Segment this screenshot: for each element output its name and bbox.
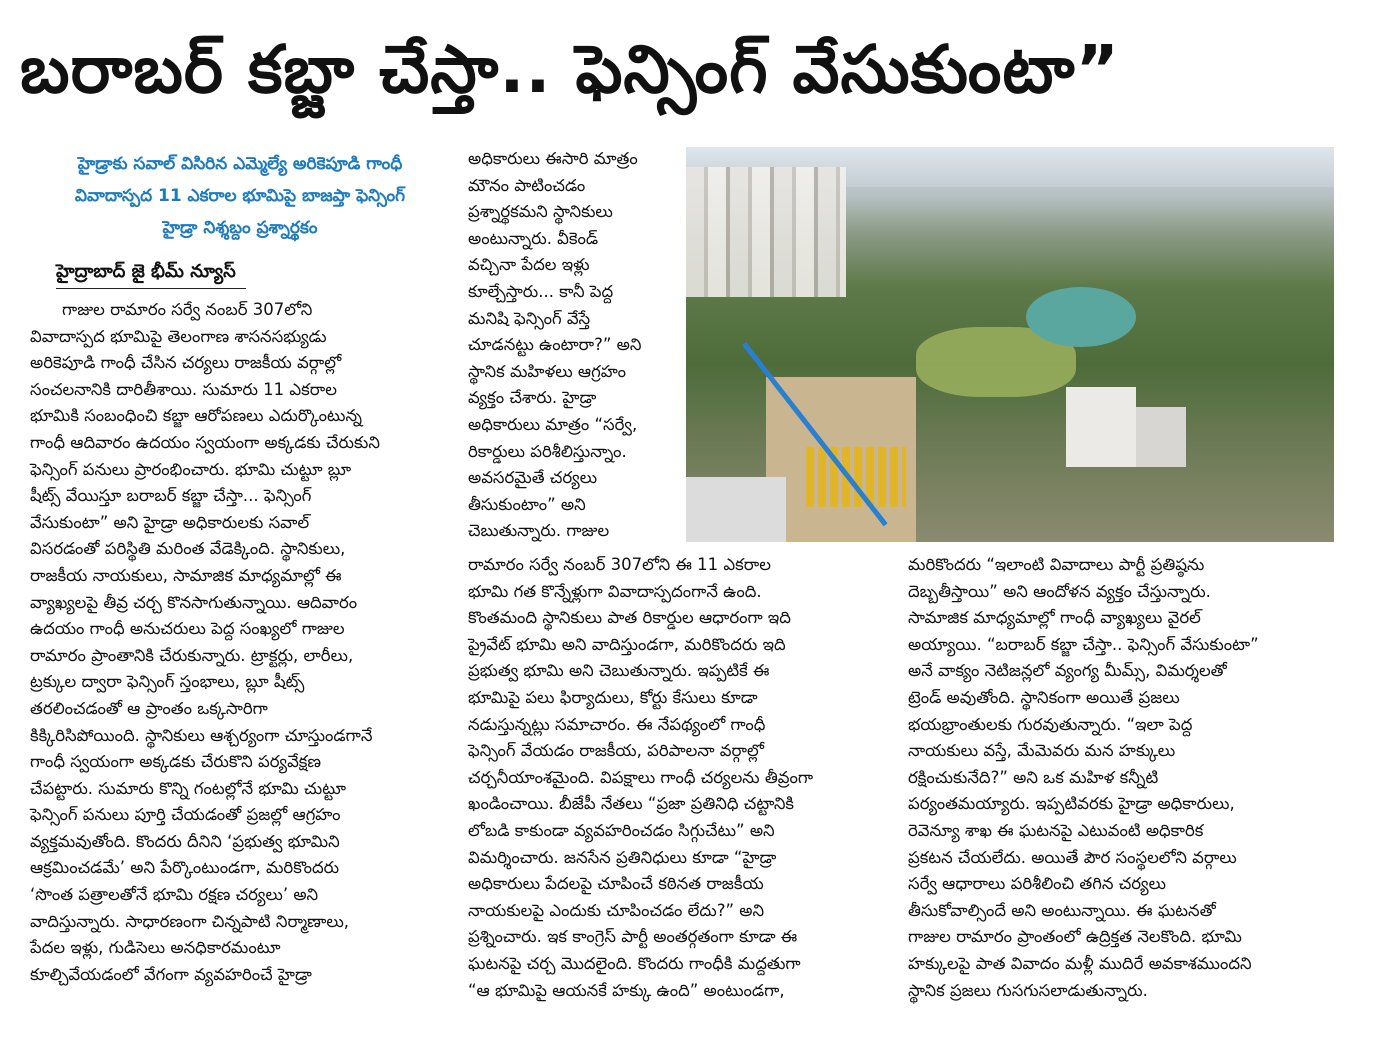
- article-column-1: [30, 297, 450, 988]
- article-line: ప్రకటన చేయలేదు. అయితే పౌర సంస్థలలోని వర్గాలు: [908, 847, 1237, 867]
- article-line: భయభ్రాంతులకు గురవుతున్నారు. “ఇలా పెద్ద: [908, 714, 1193, 734]
- article-line: ఫెన్సింగ్ వేయడం రాజకీయ, పరిపాలనా వర్గాల్లో: [468, 741, 764, 761]
- article-line: ప్రభుత్వ భూమి అని చెబుతున్నారు. ఇప్పటికే ఈ: [468, 661, 770, 681]
- article-line: ప్రశ్నించారు. ఇక కాంగ్రెస్ పార్టీ అంతర్గతంగా కూడా ఈ: [468, 927, 798, 947]
- article-line: వివాదాస్పద భూమిపై తెలంగాణ శాసనసభ్యుడు: [30, 326, 327, 346]
- article-line: కూల్చేస్తారు... కానీ పెద్ద: [468, 281, 614, 301]
- article-line: అరికెపూడి గాంధీ చేసిన చర్యలు రాజకీయ వర్గాల్లో: [30, 353, 342, 373]
- article-line: “ఆ భూమిపై ఆయనకే హక్కు ఉంది” అంటుండగా,: [468, 980, 785, 1000]
- article-line: ప్రైవేట్ భూమి అని వాదిస్తుండగా, మరికొందరు ఇది: [468, 634, 786, 654]
- article-line: మౌనం పాటించడం: [468, 175, 586, 195]
- article-line: తీసుకోవాల్సిందే అని అంటున్నాయి. ఈ ఘటనతో: [908, 900, 1216, 920]
- article-line: నాయకులపై ఎందుకు చూపించడం లేదు?” అని: [468, 900, 765, 920]
- article-column-2-bottom: [468, 552, 898, 1004]
- article-line: విసరడంతో పరిస్థితి మరింత వేడెక్కింది. స్థానికులు,: [30, 539, 346, 559]
- article-line: ట్రక్కుల ద్వారా ఫెన్సింగ్ స్తంభాలు, బ్లూ షీట్స్: [30, 672, 305, 692]
- dateline: హైద్రాబాద్ జై భీమ్ న్యూస్: [56, 258, 246, 289]
- article-line: వ్యాఖ్యలపై తీవ్ర చర్చ కొనసాగుతున్నాయి. ఆదివారం: [30, 592, 358, 612]
- article-line: చూడనట్టు ఉంటారా?” అని: [468, 335, 642, 355]
- article-column-2-top: [468, 146, 680, 545]
- article-line: కిక్కిరిసిపోయింది. స్థానికులు ఆశ్చర్యంగా చూస్తుండగానే: [30, 725, 373, 745]
- article-line: విమర్శించారు. జనసేన ప్రతినిధులు కూడా “హైడ్రా: [468, 847, 777, 867]
- article-line: గాజుల రామారం సర్వే నంబర్ 307లోని: [62, 300, 313, 319]
- photo-buses: [806, 447, 906, 507]
- subheadings: [30, 148, 450, 244]
- photo-buildings: [686, 167, 846, 297]
- photo-lake: [1026, 287, 1136, 347]
- article-line: లోబడి కాకుండా వ్యవహరించడం సిగ్గుచేటు” అని: [468, 820, 775, 840]
- article-line: కూల్చివేయడంలో వేగంగా వ్యవహరించే హైడ్రా: [30, 964, 312, 984]
- article-line: రామారం సర్వే నంబర్ 307లోని ఈ 11 ఎకరాల: [468, 555, 771, 574]
- article-line: అయ్యాయి. “బరాబర్ కబ్జా చేస్తా.. ఫెన్సింగ్ వేసుకుంటా”: [908, 634, 1259, 654]
- article-line: సర్వే ఆధారాలు పరిశీలించి తగిన చర్యలు: [908, 874, 1166, 894]
- headline: బరాబర్ కబ్జా చేస్తా.. ఫెన్సింగ్ వేసుకుంటా”: [20, 31, 1120, 108]
- article-line: చెబుతున్నారు. గాజుల: [468, 521, 610, 541]
- subheading: హైడ్రాకు సవాల్ విసిరిన ఎమ్మెల్యే అరికెపూడి గాంధీ: [77, 154, 403, 174]
- article-line: రికార్డులు పరిశీలిస్తున్నాం.: [468, 441, 627, 461]
- article-line: అంటున్నారు. వీకెండ్: [468, 228, 599, 248]
- photo-solar-roof: [686, 477, 786, 542]
- article-line: ఆక్రమించడమే’ అని పేర్కొంటుండగా, మరికొందరు: [30, 858, 340, 878]
- article-line: రాజకీయ నాయకులు, సామాజిక మాధ్యమాల్లో ఈ: [30, 565, 342, 585]
- article-line: అధికారులు ఈసారి మాత్రం: [468, 149, 638, 168]
- article-column-3: [908, 552, 1338, 1004]
- article-line: చర్చనీయాంశమైంది. విపక్షాలు గాంధీ చర్యలను తీవ్రంగా: [468, 767, 814, 787]
- photo-new-building: [1066, 387, 1136, 467]
- article-line: షీట్స్ వేయిస్తూ బరాబర్ కబ్జా చేస్తా... ఫెన్సింగ్: [30, 486, 312, 506]
- article-line: అధికారులు మాత్రం “సర్వే,: [468, 414, 638, 434]
- article-line: భూమిపై పలు ఫిర్యాదులు, కోర్టు కేసులు కూడా: [468, 687, 758, 707]
- article-line: ట్రెండ్ అవుతోంది. స్థానికంగా అయితే ప్రజలు: [908, 687, 1180, 707]
- article-line: నాయకులు వస్తే, మేమెవరు మన హక్కులు: [908, 741, 1176, 761]
- article-line: పర్యంతమయ్యారు. ఇప్పటివరకు హైడ్రా అధికారులు,: [908, 794, 1235, 814]
- article-line: సామాజిక మాధ్యమాల్లో గాంధీ వ్యాఖ్యలు వైరల్: [908, 608, 1201, 628]
- article-line: ఫెన్సింగ్ పనులు పూర్తి చేయడంతో ప్రజల్లో ఆగ్రహం: [30, 805, 341, 825]
- article-line: వచ్చినా పేదల ఇళ్లు: [468, 255, 590, 275]
- article-line: గాజుల రామారం ప్రాంతంలో ఉద్రిక్తత నెలకొంది. భూమి: [908, 927, 1242, 947]
- article-line: ఫెన్సింగ్ పనులు ప్రారంభించారు. భూమి చుట్టూ బ్లూ: [30, 459, 352, 479]
- subheading: వివాదాస్పద 11 ఎకరాల భూమిపై బాజప్తా ఫెన్సింగ్: [74, 186, 406, 206]
- article-line: వేసుకుంటా” అని హైడ్రా అధికారులకు సవాల్: [30, 512, 310, 532]
- article-line: రెవెన్యూ శాఖ ఈ ఘటనపై ఎటువంటి అధికారిక: [908, 820, 1204, 840]
- article-line: రక్షించుకునేది?” అని ఒక మహిళ కన్నీటి: [908, 767, 1159, 787]
- article-line: ఉదయం గాంధీ అనుచరులు పెద్ద సంఖ్యలో గాజుల: [30, 619, 345, 639]
- article-line: అధికారులు పేదలపై చూపించే కఠినత రాజకీయ: [468, 874, 764, 894]
- article-line: వాదిస్తున్నారు. సాధారణంగా చిన్నపాటి నిర్మాణాలు,: [30, 911, 350, 931]
- article-line: ప్రశ్నార్థకమని స్థానికులు: [468, 202, 613, 222]
- article-line: వ్యక్తం చేశారు. హైడ్రా: [468, 388, 597, 408]
- article-line: అవసరమైతే చర్యలు: [468, 468, 598, 488]
- article-line: దెబ్బతీస్తాయి” అని ఆందోళన వ్యక్తం చేస్తున్నారు.: [908, 581, 1211, 601]
- article-line: కొంతమంది స్థానికులు పాత రికార్డుల ఆధారంగా ఇది: [468, 608, 791, 628]
- subheading: హైడ్రా నిశ్శబ్దం ప్రశ్నార్థకం: [162, 218, 318, 238]
- article-line: రామారం ప్రాంతానికి చేరుకున్నారు. ట్రాక్టర్లు, లారీలు,: [30, 645, 354, 665]
- article-line: గాంధీ స్వయంగా అక్కడకు చేరుకొని పర్యవేక్షణ: [30, 752, 322, 772]
- article-line: భూమి గత కొన్నేళ్లుగా వివాదాస్పదంగానే ఉంది.: [468, 581, 762, 601]
- article-line: చేపట్టారు. సుమారు కొన్ని గంటల్లోనే భూమి చుట్టూ: [30, 778, 346, 798]
- article-line: నడుస్తున్నట్లు సమాచారం. ఈ నేపథ్యంలో గాంధీ: [468, 714, 766, 734]
- article-line: పేదల ఇళ్లు, గుడిసెలు అనధికారమంటూ: [30, 938, 281, 958]
- article-line: అనే వాక్యం నెటిజన్లలో వ్యంగ్య మీమ్స్, విమర్శలతో: [908, 661, 1227, 681]
- article-line: తరలించడంతో ఆ ప్రాంతం ఒక్కసారిగా: [30, 698, 268, 718]
- aerial-photo: [686, 147, 1334, 542]
- article-line: స్థానిక ప్రజలు గుసగుసలాడుతున్నారు.: [908, 980, 1148, 1000]
- article-line: స్థానిక మహిళలు ఆగ్రహం: [468, 361, 626, 381]
- article-line: వ్యక్తమవుతోంది. కొందరు దీనిని ‘ప్రభుత్వ భూమిని: [30, 831, 340, 851]
- article-line: ఖండించాయి. బీజేపీ నేతలు “ప్రజా ప్రతినిధి చట్టానికి: [468, 794, 795, 814]
- article-line: ‘సొంత పత్రాలతోనే భూమి రక్షణ చర్యలు’ అని: [30, 885, 319, 905]
- article-line: మనిషి ఫెన్సింగ్ వేస్తే: [468, 308, 591, 328]
- article-line: ఘటనపై చర్చ మొదలైంది. కొందరు గాంధీకి మద్దతుగా: [468, 953, 801, 973]
- article-line: తీసుకుంటాం” అని: [468, 494, 586, 514]
- article-line: గాంధీ ఆదివారం ఉదయం స్వయంగా అక్కడకు చేరుకుని: [30, 432, 380, 452]
- article-line: సంచలనానికి దారితీశాయి. సుమారు 11 ఎకరాల: [30, 379, 337, 399]
- article-line: భూమికి సంబంధించి కబ్జా ఆరోపణలు ఎదుర్కొంటున్న: [30, 406, 362, 426]
- article-line: హక్కులపై పాత వివాదం మళ్లీ ముదిరే అవకాశముందని: [908, 953, 1252, 973]
- article-line: మరికొందరు “ఇలాంటి వివాదాలు పార్టీ ప్రతిష్ఠను: [908, 555, 1205, 574]
